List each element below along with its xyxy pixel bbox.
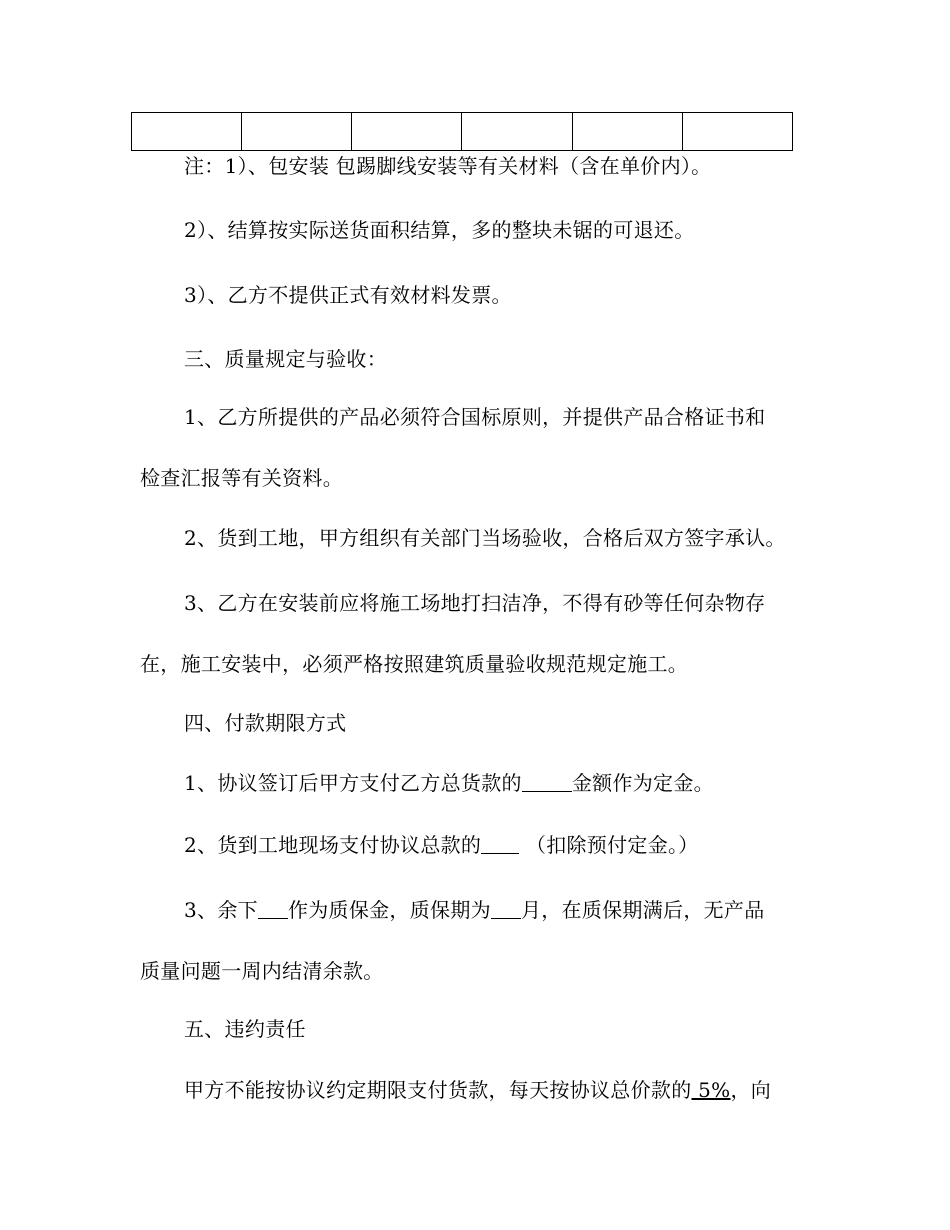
fill-in-blank[interactable] — [258, 898, 288, 919]
payment-item-1-text: 1、协议签订后甲方支付乙方总货款的 — [184, 771, 522, 795]
table-cell — [352, 113, 462, 151]
quality-item-3-cont: 在，施工安装中，必须严格按照建筑质量验收规范规定施工。 — [140, 652, 689, 676]
payment-item-2 — [184, 832, 699, 858]
payment-item-1-text-end: 金额作为定金。 — [571, 771, 714, 795]
payment-item-3 — [184, 897, 765, 923]
payment-item-2-text-end: （扣除预付定金。） — [519, 833, 699, 857]
table-cell — [242, 113, 352, 151]
breach-line-1-text-end: ，向 — [730, 1078, 772, 1102]
note-1: 注：1）、包安装 包踢脚线安装等有关材料（含在单价内）。 — [184, 154, 712, 178]
payment-item-3-text: 3、余下 — [184, 898, 258, 922]
fill-in-blank[interactable] — [522, 771, 572, 792]
table-cell — [132, 113, 242, 151]
payment-item-3-text-mid: 作为质保金，质保期为 — [287, 898, 491, 922]
payment-item-3-text-end: 月，在质保期满后，无产品 — [520, 898, 765, 922]
table-bottom-row — [131, 112, 793, 151]
quality-item-1-cont: 检查汇报等有关资料。 — [140, 466, 343, 490]
payment-item-1 — [184, 770, 714, 796]
table-cell — [462, 113, 572, 151]
section-heading-payment: 四、付款期限方式 — [184, 711, 347, 735]
note-3: 3）、乙方不提供正式有效材料发票。 — [184, 283, 512, 307]
note-2: 2）、结算按实际送货面积结算，多的整块未锯的可退还。 — [184, 218, 695, 242]
section-heading-breach: 五、违约责任 — [184, 1017, 306, 1041]
fill-in-blank[interactable] — [491, 898, 521, 919]
table-cell — [682, 113, 792, 151]
quality-item-2: 2、货到工地，甲方组织有关部门当场验收，合格后双方签字承认。 — [184, 526, 786, 550]
payment-item-3-cont: 质量问题一周内结清余款。 — [140, 959, 384, 983]
table-cell — [572, 113, 682, 151]
breach-rate: 5% — [691, 1078, 731, 1102]
table-row — [132, 113, 793, 151]
quality-item-3: 3、乙方在安装前应将施工场地打扫洁净，不得有砂等任何杂物存 — [184, 591, 766, 615]
breach-line-1-text: 甲方不能按协议约定期限支付货款，每天按协议总价款的 — [184, 1078, 692, 1102]
fill-in-blank[interactable] — [481, 833, 519, 854]
payment-item-2-text: 2、货到工地现场支付协议总款的 — [184, 833, 482, 857]
quality-item-1: 1、乙方所提供的产品必须符合国标原则，并提供产品合格证书和 — [184, 405, 766, 429]
breach-line-1 — [184, 1077, 771, 1103]
section-heading-quality: 三、质量规定与验收： — [184, 347, 387, 371]
